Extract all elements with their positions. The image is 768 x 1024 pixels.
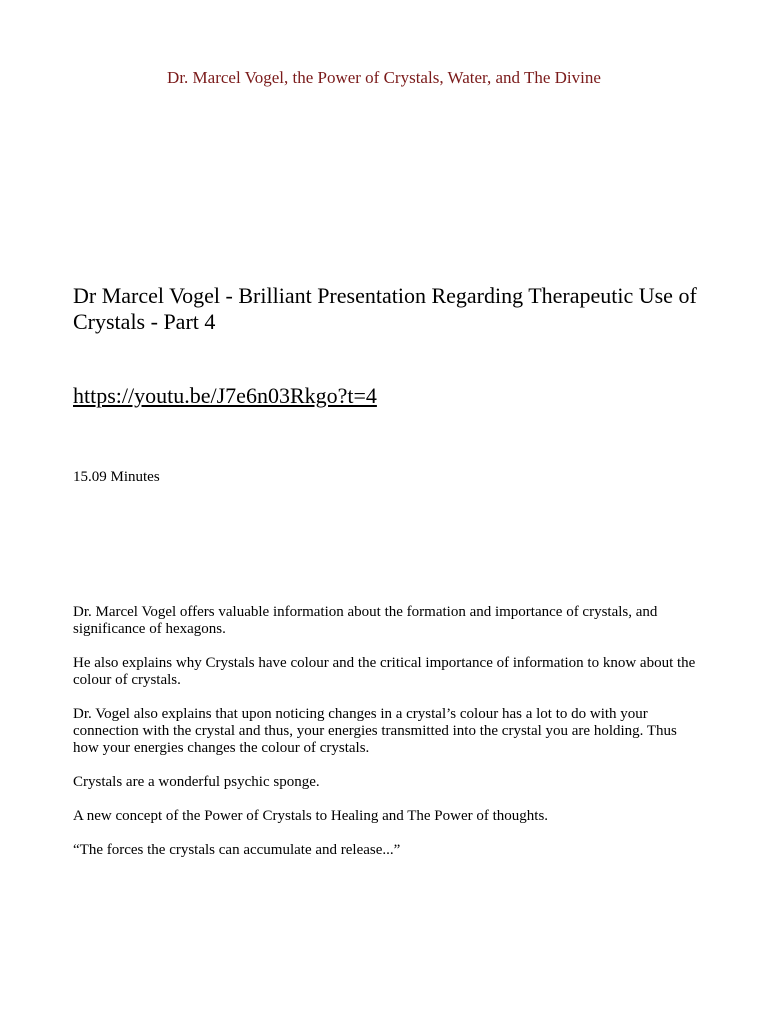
- paragraph: A new concept of the Power of Crystals to Healing and The Power of thoughts.: [73, 808, 549, 824]
- video-link[interactable]: https://youtu.be/J7e6n03Rkgo?t=4: [73, 383, 377, 408]
- paragraph: Dr. Vogel also explains that upon noticing changes in a crystal’s colour has a lot to do with your connection with the crystal and thus, your energies transmitted into the crystal you are holding. Thus how your energies changes the colour of crystals.: [73, 706, 677, 756]
- paragraph: Dr. Marcel Vogel offers valuable information about the formation and importance of crystals, and significance of hexagons.: [73, 604, 658, 637]
- paragraph: Crystals are a wonderful psychic sponge.: [73, 774, 320, 790]
- paragraph: “The forces the crystals can accumulate and release...”: [73, 842, 401, 858]
- header-title: Dr. Marcel Vogel, the Power of Crystals, Water, and The Divine: [167, 68, 601, 87]
- article-body: [73, 604, 703, 876]
- paragraph: He also explains why Crystals have colour and the critical importance of information to know about the colour of crystals.: [73, 655, 696, 688]
- article-title: Dr Marcel Vogel - Brilliant Presentation Regarding Therapeutic Use of Crystals - Part 4: [73, 283, 697, 334]
- video-duration: 15.09 Minutes: [73, 469, 160, 485]
